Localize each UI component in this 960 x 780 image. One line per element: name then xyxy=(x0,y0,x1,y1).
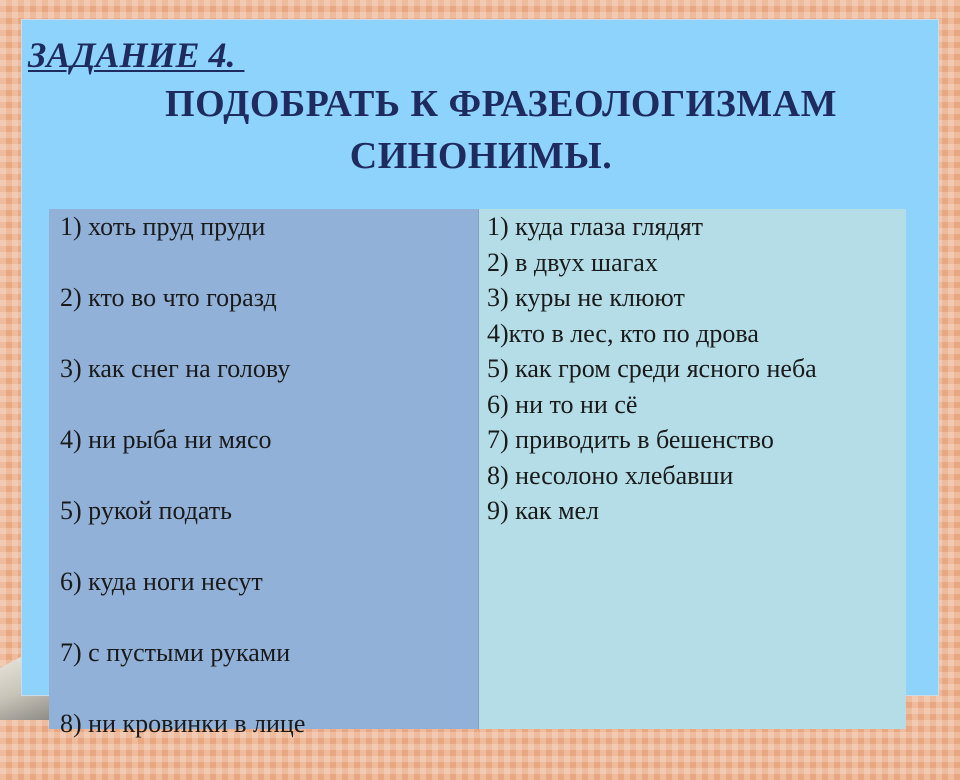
synonym-item: 8) несолоно хлебавши xyxy=(487,460,734,490)
synonym-item: 3) куры не клюют xyxy=(487,283,685,312)
synonym-item: 9) как мел xyxy=(487,496,600,525)
synonym-item: 1) куда глаза глядят xyxy=(487,212,704,241)
synonym-item: 6) ни то ни сё xyxy=(487,389,638,419)
synonym-item: 2) в двух шагах xyxy=(487,247,658,277)
idioms-column xyxy=(49,209,479,738)
idiom-item: 3) как снег на голову xyxy=(60,354,291,383)
slide-title-line-2: СИНОНИМЫ. xyxy=(349,135,613,177)
task-label: ЗАДАНИЕ 4. xyxy=(28,35,245,75)
phraseology-table xyxy=(49,209,906,738)
idiom-item: 4) ни рыба ни мясо xyxy=(60,425,272,454)
synonym-item: 5) как гром среди ясного неба xyxy=(487,354,817,383)
idiom-item: 1) хоть пруд пруди xyxy=(60,212,266,241)
idiom-item: 5) рукой подать xyxy=(60,496,233,525)
idiom-item: 7) с пустыми руками xyxy=(60,638,291,667)
slide-title-line-1: ПОДОБРАТЬ К ФРАЗЕОЛОГИЗМАМ xyxy=(165,83,837,125)
synonym-item: 7) приводить в бешенство xyxy=(487,425,774,454)
idiom-item: 8) ни кровинки в лице xyxy=(60,709,306,738)
idiom-item: 2) кто во что горазд xyxy=(60,283,277,312)
synonym-item: 4)кто в лес, кто по дрова xyxy=(487,318,759,348)
synonyms-column xyxy=(479,209,906,729)
idiom-item: 6) куда ноги несут xyxy=(60,567,263,596)
slide-panel xyxy=(21,19,939,738)
